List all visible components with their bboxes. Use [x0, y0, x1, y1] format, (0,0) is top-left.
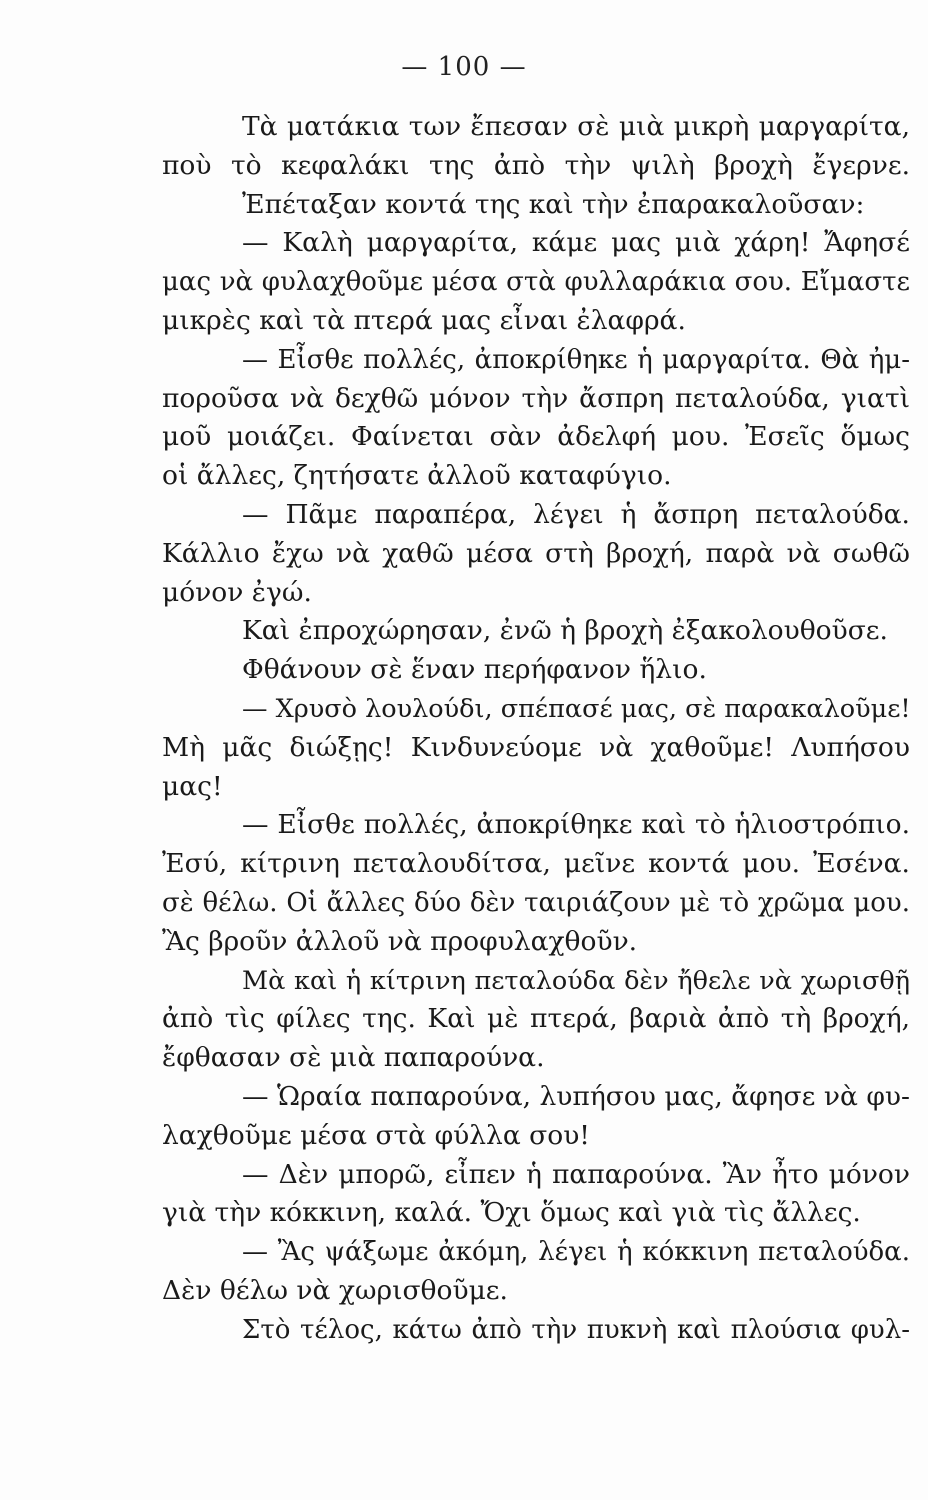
text-line: — Ὡραία παπαρούνα, λυπήσου μας, ἄφησε νὰ φυ-	[242, 1080, 910, 1112]
text-line: Τὰ ματάκια των ἔπεσαν σὲ μιὰ μικρὴ μαργαρίτα,	[242, 111, 910, 142]
text-line: ἀπὸ τὶς φίλες της. Καὶ μὲ πτερά, βαριὰ ἀπὸ τὴ βροχή,	[162, 1003, 910, 1035]
text-line: Δὲν θέλω νὰ χωρισθοῦμε.	[162, 1274, 508, 1306]
text-line: Ἂς βροῦν ἀλλοῦ νὰ προφυλαχθοῦν.	[162, 925, 638, 957]
text-line: μόνον ἐγώ.	[162, 576, 312, 608]
text-line: μοῦ μοιάζει. Φαίνεται σὰν ἀδελφή μου. Ἐσεῖς ὅμως	[162, 421, 910, 453]
page-number: — 100 —	[401, 52, 527, 82]
text-line: — Δὲν μπορῶ, εἶπεν ἡ παπαρούνα. Ἂν ἦτο μόνον	[242, 1158, 910, 1190]
text-line: μας!	[162, 770, 223, 802]
text-line: Κάλλιο ἔχω νὰ χαθῶ μέσα στὴ βροχή, παρὰ νὰ σωθῶ	[162, 537, 910, 569]
text-line: — Χρυσὸ λουλούδι, σπέπασέ μας, σὲ παρακαλοῦμε!	[242, 693, 911, 724]
text-line: γιὰ τὴν κόκκινη, καλά. Ὄχι ὅμως καὶ γιὰ τὶς ἄλλες.	[162, 1197, 861, 1229]
text-line: Μὴ μᾶς διώξῃς! Κινδυνεύομε νὰ χαθοῦμε! Λυπήσου	[162, 731, 910, 763]
text-line: — Εἶσθε πολλές, ἀποκρίθηκε ἡ μαργαρίτα. Θὰ ἠμ-	[242, 344, 910, 375]
text-line: μικρὲς καὶ τὰ πτερά μας εἶναι ἐλαφρά.	[162, 304, 686, 336]
text-line: οἱ ἄλλες, ζητήσατε ἀλλοῦ καταφύγιο.	[162, 460, 672, 492]
text-line: Ἐσύ, κίτρινη πεταλουδίτσα, μεῖνε κοντά μου. Ἐσένα.	[162, 848, 910, 880]
text-line: μας νὰ φυλαχθοῦμε μέσα στὰ φυλλαράκια σου. Εἴμαστε	[162, 267, 910, 298]
text-line: — Πᾶμε παραπέρα, λέγει ἡ ἄσπρη πεταλούδα.	[242, 498, 910, 530]
text-line: ποὺ τὸ κεφαλάκι της ἀπὸ τὴν ψιλὴ βροχὴ ἔγερνε.	[162, 149, 910, 181]
text-line: λαχθοῦμε μέσα στὰ φύλλα σου!	[162, 1119, 590, 1151]
text-line: Ἐπέταξαν κοντά της καὶ τὴν ἐπαρακαλοῦσαν:	[242, 188, 865, 220]
text-line: — Ἂς ψάξωμε ἀκόμη, λέγει ἡ κόκκινη πεταλούδα.	[242, 1237, 910, 1268]
text-line: Καὶ ἐπροχώρησαν, ἐνῶ ἡ βροχὴ ἐξακολουθοῦσε.	[242, 615, 888, 647]
text-line: Στὸ τέλος, κάτω ἀπὸ τὴν πυκνὴ καὶ πλούσια φυλ-	[242, 1314, 910, 1345]
text-line: — Καλὴ μαργαρίτα, κάμε μας μιὰ χάρη! Ἄφησέ	[242, 227, 910, 259]
text-line: Μὰ καὶ ἡ κίτρινη πεταλούδα δὲν ἤθελε νὰ χωρισθῇ	[242, 965, 910, 996]
text-line: σὲ θέλω. Οἱ ἄλλες δύο δὲν ταιριάζουν μὲ τὸ χρῶμα μου.	[162, 887, 910, 918]
text-line: — Εἶσθε πολλές, ἀποκρίθηκε καὶ τὸ ἡλιοστρόπιο.	[242, 809, 910, 841]
text-line: ἔφθασαν σὲ μιὰ παπαρούνα.	[162, 1042, 545, 1074]
body-text	[162, 108, 910, 1350]
text-line: Φθάνουν σὲ ἕναν περήφανον ἥλιο.	[242, 654, 707, 686]
text-line: ποροῦσα νὰ δεχθῶ μόνον τὴν ἄσπρη πεταλούδα, γιατὶ	[162, 382, 910, 414]
